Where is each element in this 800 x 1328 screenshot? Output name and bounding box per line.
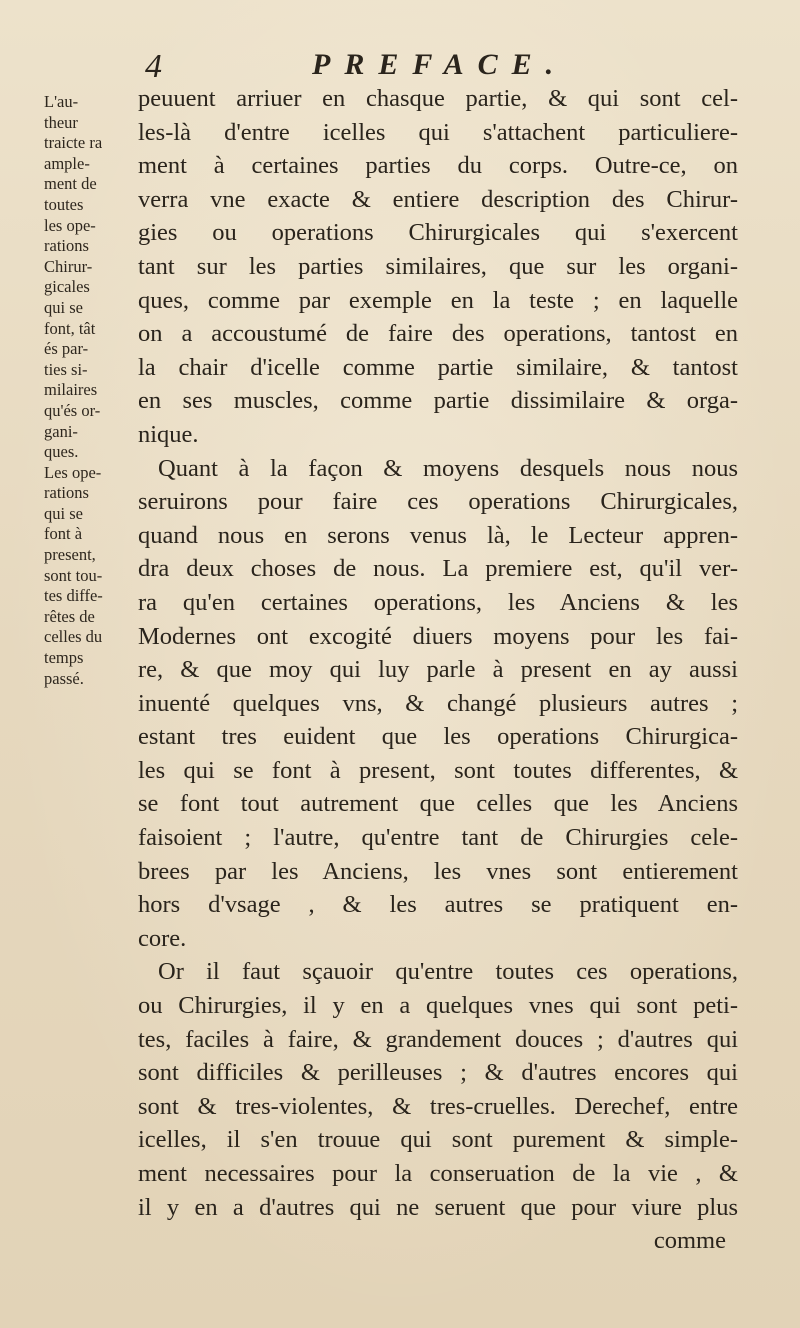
body-text	[138, 82, 738, 1258]
running-title: PREFACE.	[312, 48, 568, 81]
margin-note-line: traicte ra	[44, 133, 103, 153]
margin-note-line: ment de	[44, 174, 97, 194]
text-line: inuenté quelques vns, & changé plusieurs autres ;	[138, 689, 738, 717]
text-line: tes, faciles à faire, & grandement douces ; d'autres qui	[138, 1025, 738, 1053]
text-line: sont & tres-violentes, & tres-cruelles. Derechef, entre	[138, 1092, 738, 1120]
margin-note-line: font, tât	[44, 318, 96, 338]
margin-note-line: milaires	[44, 380, 98, 400]
catchword: comme	[653, 1227, 726, 1255]
text-line: re, & que moy qui luy parle à present en ay aussi	[138, 656, 738, 684]
text-line: la chair d'icelle comme partie similaire, & tantost	[138, 353, 738, 381]
text-line: tant sur les parties similaires, que sur les organi-	[138, 252, 738, 280]
text-line: Modernes ont excogité diuers moyens pour les fai-	[138, 622, 738, 650]
margin-note-line: passé.	[44, 668, 84, 688]
margin-note-line: theur	[44, 112, 78, 132]
text-line: seruirons pour faire ces operations Chirurgicales,	[138, 488, 738, 516]
margin-note-line: ample-	[44, 153, 90, 173]
margin-note-line: temps	[44, 648, 84, 668]
margin-note-line: rêtes de	[44, 606, 95, 626]
text-line: quand nous en serons venus là, le Lecteur appren-	[138, 521, 738, 549]
margin-note-line: qu'és or-	[44, 400, 101, 420]
text-line: ment necessaires pour la conseruation de la vie , &	[138, 1160, 738, 1187]
text-line: hors d'vsage , & les autres se pratiquent en-	[138, 891, 738, 919]
text-line: nique.	[138, 420, 199, 448]
margin-note-line: gani-	[44, 421, 78, 441]
text-line: dra deux choses de nous. La premiere est, qu'il ver-	[138, 555, 738, 583]
margin-note-line: L'au-	[44, 92, 79, 111]
text-line: ra qu'en certaines operations, les Anciens & les	[138, 588, 738, 616]
text-line: estant tres euident que les operations Chirurgica-	[138, 723, 738, 751]
text-line: Quant à la façon & moyens desquels nous nous	[158, 454, 738, 482]
page-number: 4	[145, 48, 162, 85]
text-line: Or il faut sçauoir qu'entre toutes ces operations,	[158, 958, 738, 986]
margin-note-line: tes diffe-	[44, 586, 103, 606]
text-line: gies ou operations Chirurgicales qui s'exercent	[138, 219, 738, 247]
text-line: en ses muscles, comme partie dissimilaire & orga-	[138, 387, 738, 415]
margin-note-line: sont tou-	[44, 565, 103, 585]
margin-note-line: rations	[44, 236, 89, 256]
margin-note-line: qui se	[44, 297, 83, 317]
margin-note-line: ques.	[44, 442, 79, 462]
text-line: ou Chirurgies, il y en a quelques vnes qui sont peti-	[138, 992, 738, 1020]
text-line: core.	[138, 924, 187, 952]
margin-note-line: toutes	[44, 194, 84, 214]
margin-note-line: rations	[44, 483, 89, 503]
text-line: sont difficiles & perilleuses ; & d'autres encores qui	[138, 1059, 738, 1087]
margin-note	[44, 92, 132, 689]
text-line: icelles, il s'en trouue qui sont purement & simple-	[138, 1126, 738, 1154]
text-line: il y en a d'autres qui ne seruent que pour viure plus	[138, 1193, 738, 1221]
margin-note-line: celles du	[44, 627, 103, 647]
text-line: verra vne exacte & entiere description des Chirur-	[138, 185, 738, 213]
text-line: peuuent arriuer en chasque partie, & qui sont cel-	[138, 85, 738, 112]
text-line: on a accoustumé de faire des operations, tantost en	[138, 320, 738, 348]
margin-note-line: és par-	[44, 339, 89, 359]
margin-note-line: present,	[44, 545, 96, 565]
text-line: les qui se font à present, sont toutes differentes, &	[138, 756, 738, 784]
margin-note-line: ties si-	[44, 359, 88, 379]
text-line: faisoient ; l'autre, qu'entre tant de Chirurgies cele-	[138, 824, 738, 852]
margin-note-line: les ope-	[44, 215, 96, 235]
margin-note-line: Les ope-	[44, 462, 102, 482]
margin-note-line: font à	[44, 524, 83, 544]
text-line: brees par les Anciens, les vnes sont entierement	[138, 857, 738, 885]
text-line: se font tout autrement que celles que les Anciens	[138, 790, 738, 818]
text-line: ques, comme par exemple en la teste ; en laquelle	[138, 286, 738, 314]
text-line: les-là d'entre icelles qui s'attachent particuliere-	[138, 118, 738, 146]
margin-note-line: Chirur-	[44, 256, 93, 276]
text-line: ment à certaines parties du corps. Outre-ce, on	[138, 152, 738, 180]
margin-note-line: qui se	[44, 503, 83, 523]
margin-note-line: gicales	[44, 277, 90, 297]
